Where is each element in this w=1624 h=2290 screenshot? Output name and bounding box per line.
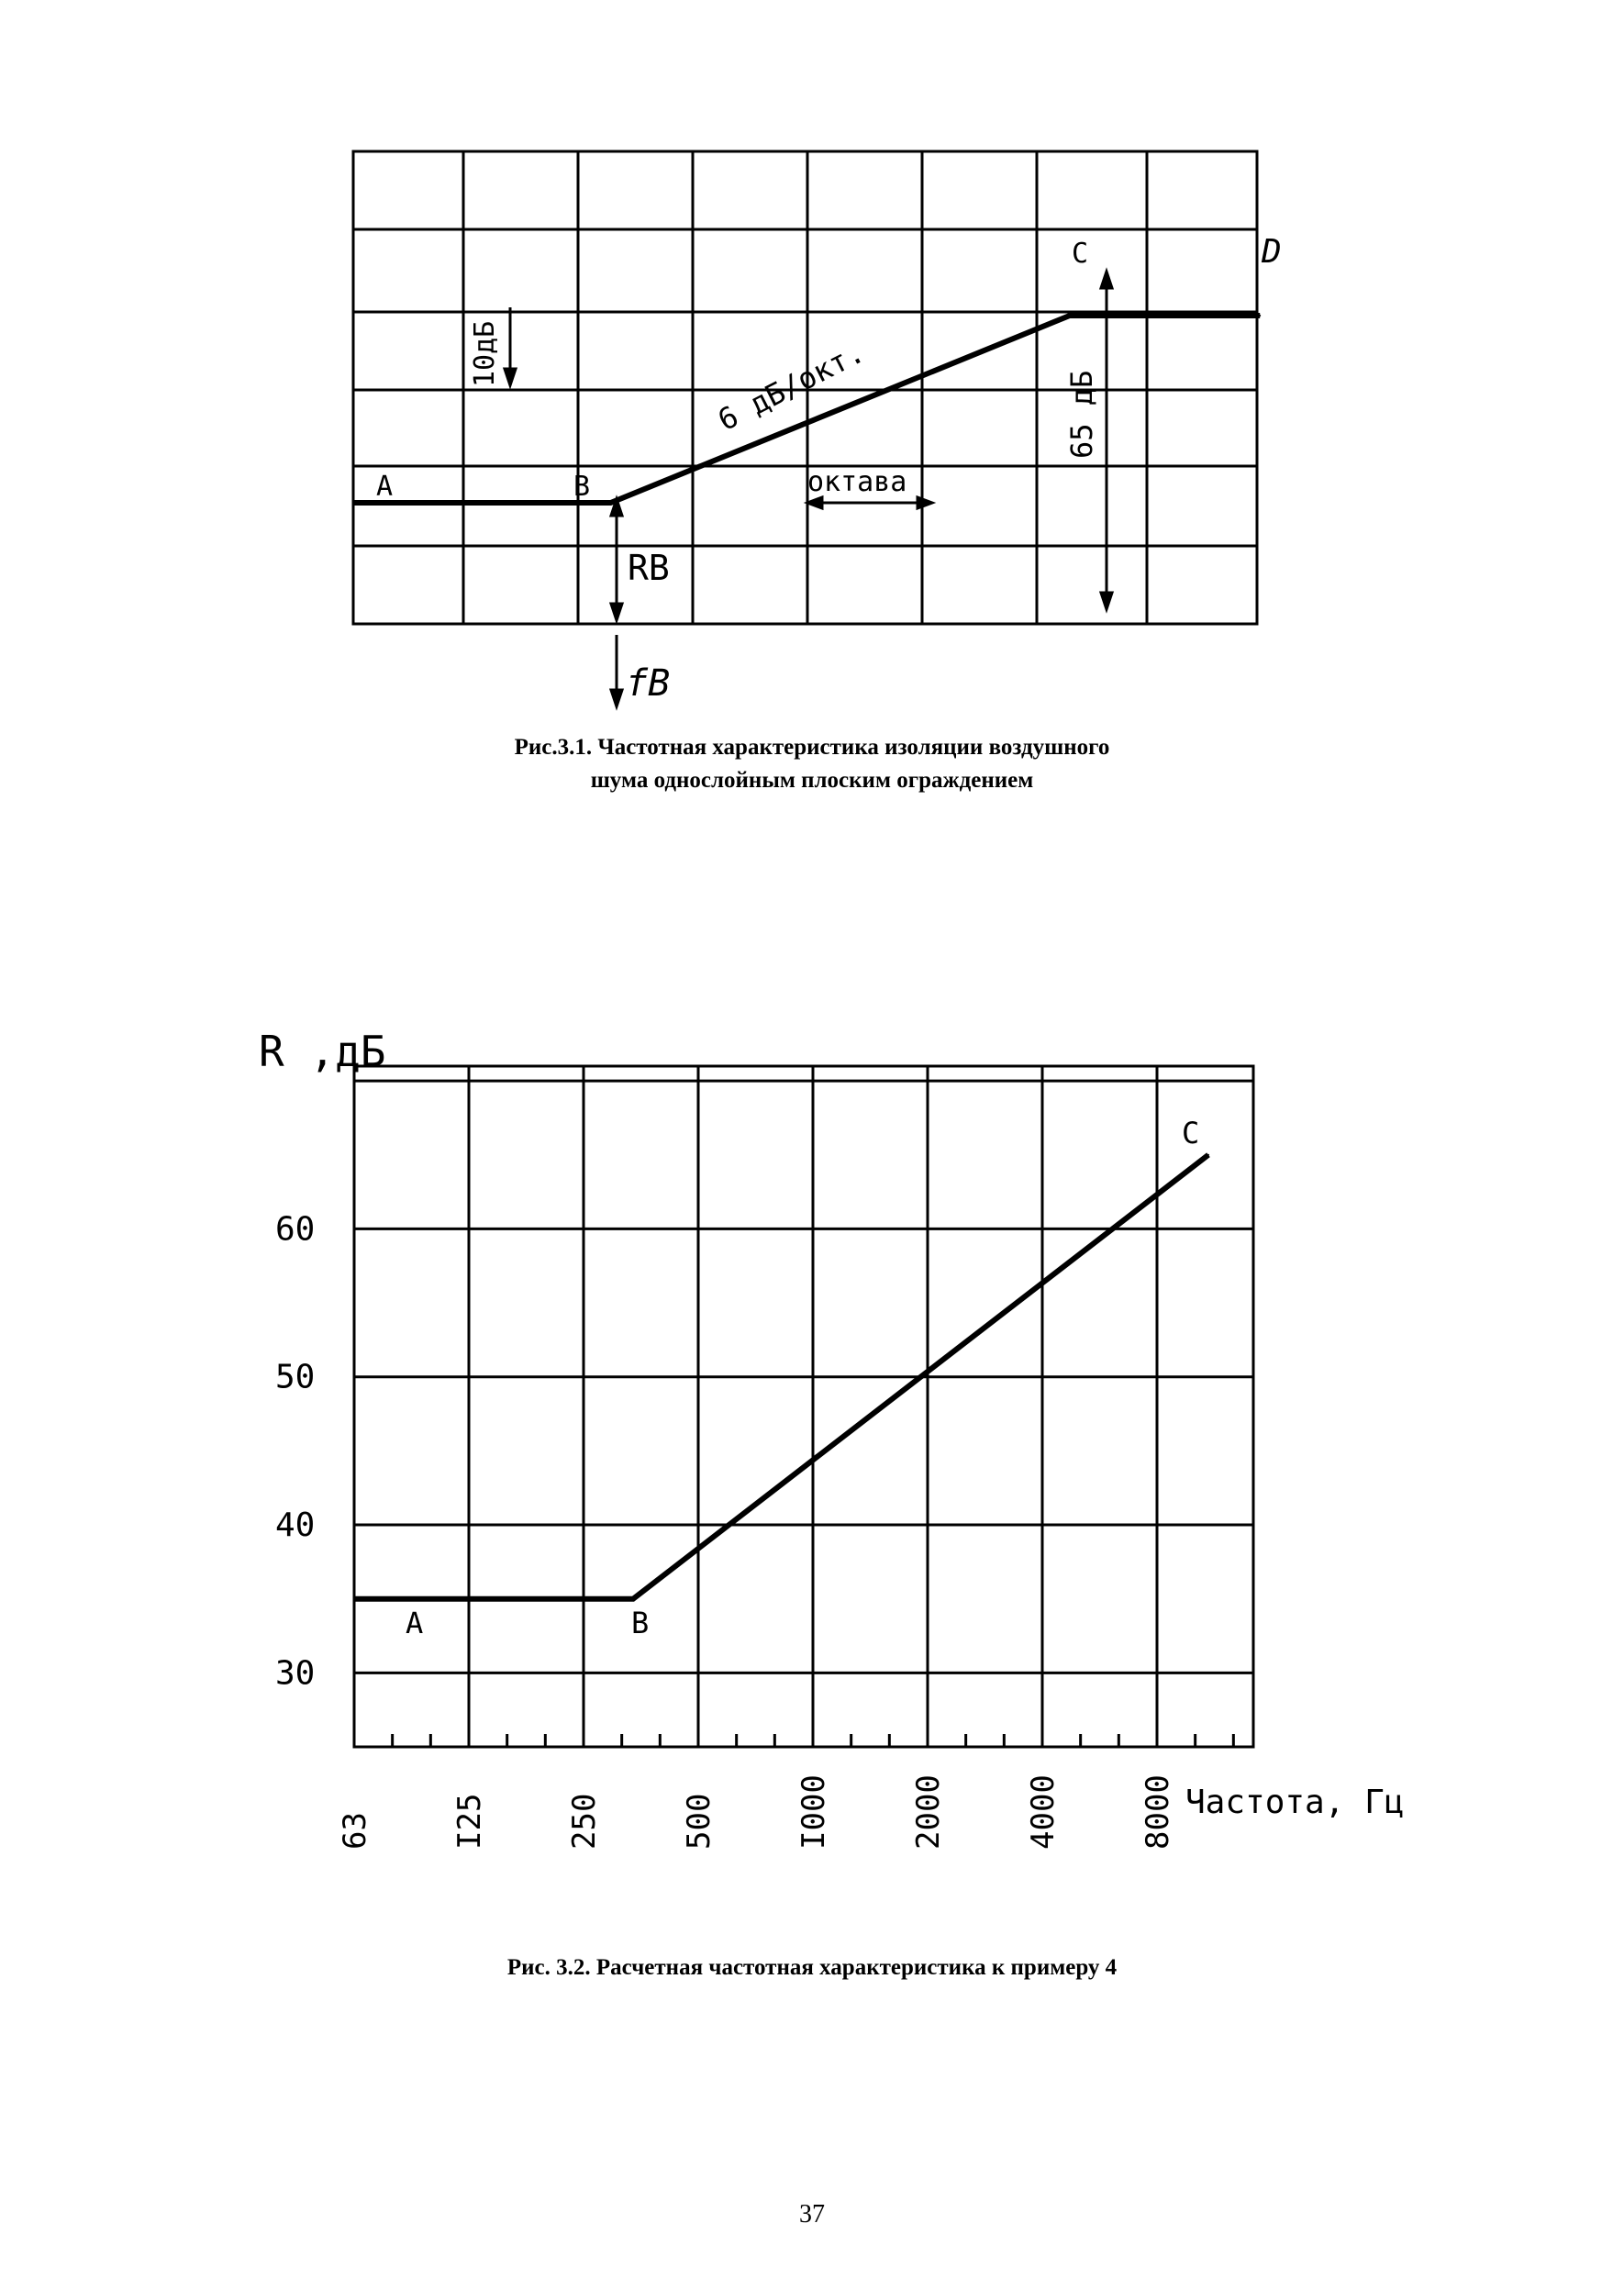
point-label-b: B: [631, 1606, 650, 1640]
rb-label: RB: [628, 548, 670, 588]
figure-1-caption-line-2: шума однослойным плоским ограждением: [590, 768, 1034, 793]
point-label-c: C: [1072, 238, 1089, 270]
figure-2-caption: Рис. 3.2. Расчетная частотная характеристика к примеру 4: [506, 1955, 1118, 1980]
figure-3-2: [0, 1018, 1624, 1918]
x-tick-label: 4000: [1025, 1774, 1062, 1850]
height-label-65db: 65 дБ: [1064, 370, 1099, 459]
slope-label: 6 дБ/окт.: [712, 334, 871, 439]
fb-arrow: [611, 635, 622, 706]
point-label-b: B: [573, 471, 591, 503]
x-axis-label: Частота, Гц: [1185, 1784, 1405, 1821]
x-tick-label: I25: [451, 1793, 488, 1850]
data-point-d: [1259, 315, 1261, 317]
octave-label: октава: [807, 466, 907, 498]
x-tick-label: I000: [795, 1774, 832, 1850]
figure-2-y-tick-labels: [275, 1210, 315, 1692]
figure-2-x-tick-labels: [337, 1774, 1176, 1850]
point-label-a: A: [406, 1606, 424, 1640]
point-label-c: C: [1182, 1116, 1200, 1151]
x-tick-label: 500: [681, 1793, 717, 1850]
fb-label: fB: [626, 662, 671, 705]
data-point-b: [610, 502, 612, 504]
x-tick-label: 250: [566, 1793, 603, 1850]
height-dimension-arrow: [1101, 272, 1112, 609]
octave-arrow: [807, 497, 932, 508]
page-number: 37: [799, 2200, 825, 2229]
figure-1-caption-line-1: Рис.3.1. Частотная характеристика изоляции воздушного: [514, 735, 1110, 760]
y-tick-label: 30: [275, 1654, 316, 1693]
scale-label-10db: 10дБ: [469, 320, 501, 387]
data-point-a: [352, 502, 354, 504]
figure-2-minor-ticks: [354, 1729, 1233, 1747]
data-point-c: [1069, 315, 1071, 317]
scale-arrow: [505, 307, 516, 385]
point-label-a: A: [376, 471, 394, 503]
figure-2-frame: [354, 1066, 1253, 1747]
x-tick-label: 8000: [1140, 1774, 1176, 1850]
data-point-c: [1207, 1154, 1209, 1156]
x-tick-label: 63: [337, 1812, 373, 1850]
point-label-d: D: [1262, 233, 1282, 271]
y-axis-label: R ,дБ: [259, 1027, 386, 1076]
x-tick-label: 2000: [910, 1774, 947, 1850]
y-tick-label: 50: [275, 1358, 316, 1396]
data-point-a: [353, 1598, 355, 1600]
y-tick-label: 60: [275, 1210, 316, 1249]
figure-2-grid: [354, 1066, 1253, 1747]
rb-arrow: [611, 499, 622, 620]
y-tick-label: 40: [275, 1506, 316, 1545]
data-point-b: [632, 1598, 634, 1600]
